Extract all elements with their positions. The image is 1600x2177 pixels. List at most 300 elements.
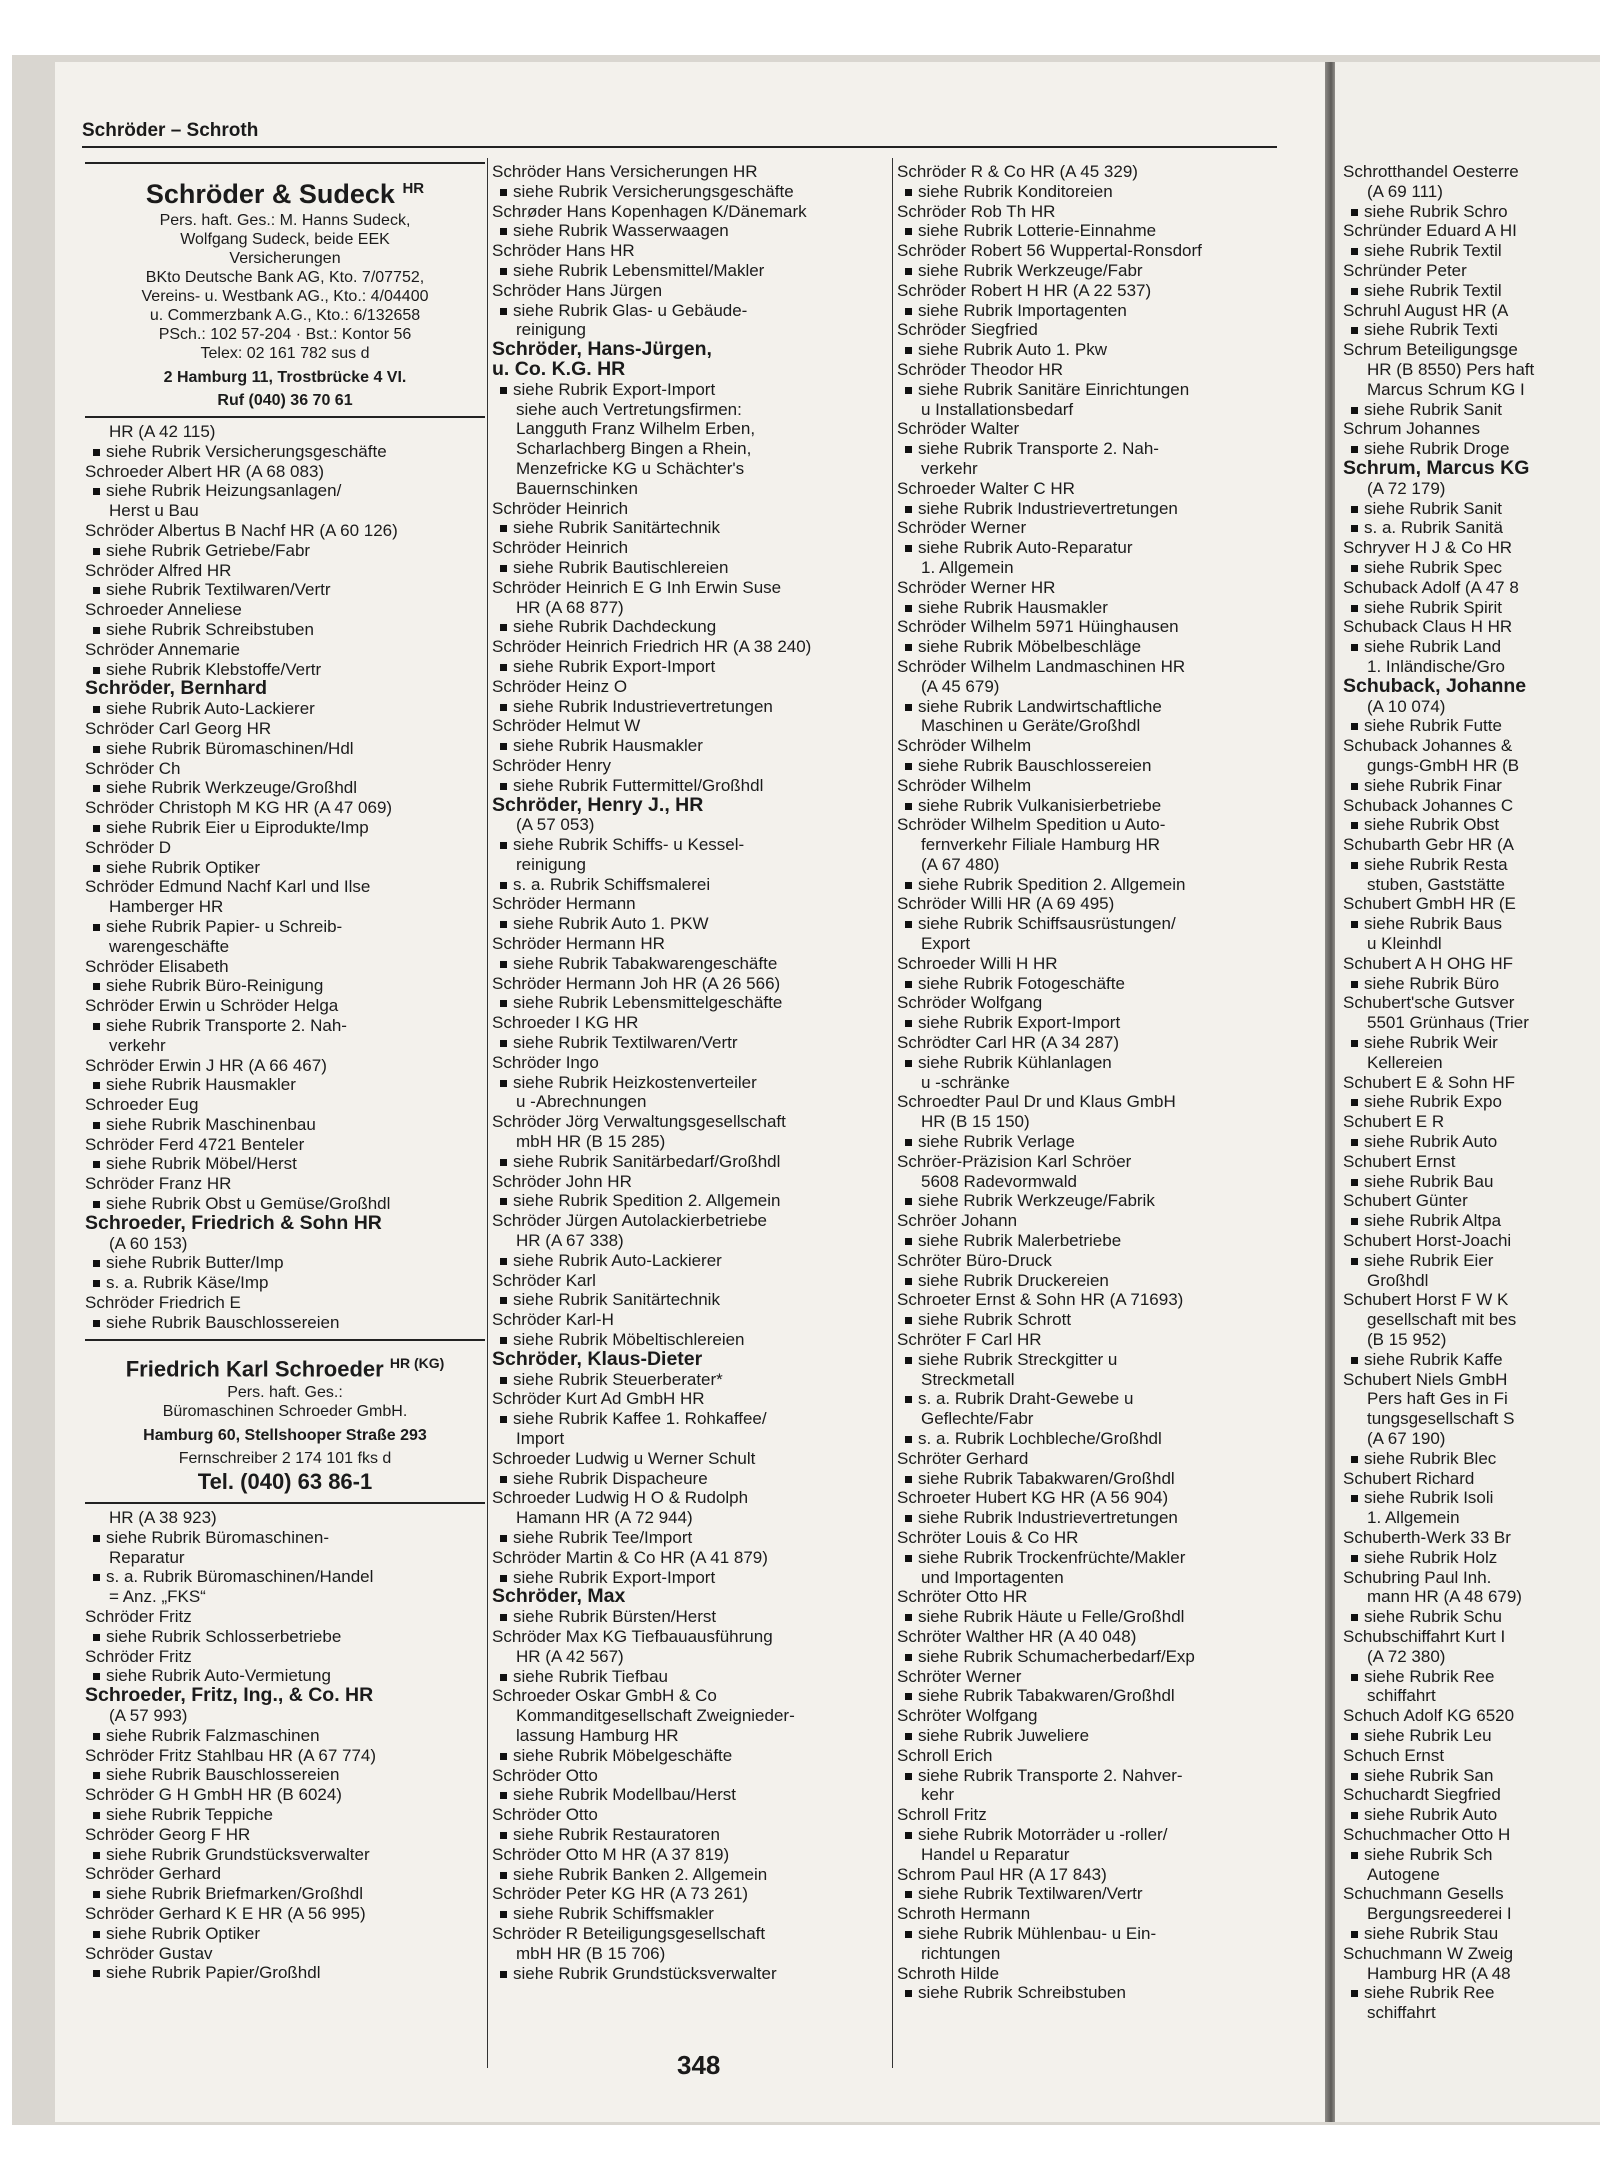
rubrik-reference xyxy=(897,1508,1297,1528)
ad-line: Telex: 02 161 782 sus d xyxy=(200,345,370,362)
rubrik-reference xyxy=(492,1865,892,1885)
rubrik-reference xyxy=(897,1132,1297,1152)
entry-text: Schröder D xyxy=(85,837,171,857)
bullet-square-icon xyxy=(93,1673,100,1680)
entry-text: siehe Rubrik Schreibstuben xyxy=(918,1983,1126,2003)
entry-text: siehe Rubrik Textilwaren/Vertr xyxy=(513,1033,738,1053)
entry-text: fernverkehr Filiale Hamburg HR xyxy=(921,835,1161,855)
entry-text: siehe Rubrik Hausmakler xyxy=(106,1075,296,1095)
entry-text: Schroeder I KG HR xyxy=(492,1013,639,1033)
bullet-square-icon xyxy=(905,1357,912,1364)
bullet-square-icon xyxy=(500,308,507,315)
entry-continuation xyxy=(1343,934,1600,954)
entry-text: Schröder Hans Versicherungen HR xyxy=(492,162,758,181)
entry-text: siehe Rubrik Droge xyxy=(1364,439,1510,459)
bullet-square-icon xyxy=(1351,1614,1358,1621)
entry-text: siehe Rubrik Schu xyxy=(1364,1607,1502,1627)
entry-continuation xyxy=(85,1036,485,1056)
entry-text: HR (A 67 338) xyxy=(516,1231,624,1251)
entry-text: Schuback Adolf (A 47 8 xyxy=(1343,577,1519,597)
entry-text: siehe Rubrik Möbelgeschäfte xyxy=(513,1745,733,1765)
directory-entry xyxy=(492,241,892,261)
entry-text: siehe Rubrik Tabakwaren/Großhdl xyxy=(918,1468,1175,1488)
entry-continuation xyxy=(897,1172,1297,1192)
entry-text: Schröder Wilhelm Landmaschinen HR xyxy=(897,656,1186,676)
bullet-square-icon xyxy=(1351,862,1358,869)
entry-text: siehe Rubrik Lebensmittel/Makler xyxy=(513,260,765,280)
entry-text: Schröder Ferd 4721 Benteler xyxy=(85,1134,305,1154)
entry-text: Schuchmacher Otto H xyxy=(1343,1824,1511,1844)
directory-entry xyxy=(1343,1884,1600,1904)
directory-entry xyxy=(1343,340,1600,360)
entry-text: s. a. Rubrik Käse/Imp xyxy=(106,1273,269,1293)
directory-entry xyxy=(1343,796,1600,816)
ad-address: Hamburg 60, Stellshooper Straße 293 xyxy=(143,1426,427,1444)
bullet-square-icon xyxy=(93,1161,100,1168)
bullet-square-icon xyxy=(500,1674,507,1681)
directory-entry xyxy=(85,996,485,1016)
bullet-square-icon xyxy=(905,1832,912,1839)
entry-continuation xyxy=(85,1548,485,1568)
entry-text: siehe Rubrik Druckereien xyxy=(918,1270,1109,1290)
entry-text: Schröder Heinrich Friedrich HR (A 38 240) xyxy=(492,637,812,657)
rubrik-reference xyxy=(897,499,1297,519)
rubrik-reference xyxy=(492,1290,892,1310)
entry-text: siehe Rubrik Auto 1. PKW xyxy=(513,914,709,934)
rubrik-reference xyxy=(85,1726,485,1746)
entry-text: (A 10 074) xyxy=(1367,696,1446,716)
bullet-square-icon xyxy=(905,1654,912,1661)
entry-text: u Installationsbedarf xyxy=(921,399,1074,419)
rubrik-reference xyxy=(492,835,892,855)
bullet-square-icon xyxy=(500,1337,507,1344)
entry-continuation xyxy=(1343,1587,1600,1607)
bullet-square-icon xyxy=(500,189,507,196)
directory-entry xyxy=(897,617,1297,637)
entry-text: siehe Rubrik Spec xyxy=(1364,557,1502,577)
bold-entry xyxy=(492,1587,892,1607)
entry-text: siehe Rubrik Schrott xyxy=(918,1310,1072,1330)
directory-entry xyxy=(897,360,1297,380)
entry-text: Schubert Niels GmbH xyxy=(1343,1369,1508,1389)
entry-text: HR (B 15 150) xyxy=(921,1112,1030,1132)
entry-text: siehe Rubrik Leu xyxy=(1364,1725,1492,1745)
bullet-square-icon xyxy=(1351,1218,1358,1225)
entry-continuation xyxy=(492,1944,892,1964)
bullet-square-icon xyxy=(500,268,507,275)
bullet-square-icon xyxy=(93,548,100,555)
entry-text: Schröder Willi HR (A 69 495) xyxy=(897,894,1115,914)
bullet-square-icon xyxy=(1351,1674,1358,1681)
bullet-square-icon xyxy=(905,1278,912,1285)
bullet-square-icon xyxy=(905,1020,912,1027)
rubrik-reference xyxy=(492,1033,892,1053)
rubrik-reference xyxy=(897,756,1297,776)
bullet-square-icon xyxy=(1351,1555,1358,1562)
rubrik-reference xyxy=(1343,1033,1600,1053)
directory-entry xyxy=(492,1389,892,1409)
bullet-square-icon xyxy=(500,1535,507,1542)
rubrik-reference xyxy=(492,380,892,400)
entry-text: reinigung xyxy=(516,320,586,340)
entry-text: mann HR (A 48 679) xyxy=(1367,1587,1522,1607)
entry-text: siehe Rubrik Kaffe xyxy=(1364,1349,1503,1369)
rubrik-reference xyxy=(1343,974,1600,994)
bullet-square-icon xyxy=(500,1614,507,1621)
entry-text: Schuch Adolf KG 6520 xyxy=(1343,1706,1515,1726)
rubrik-reference xyxy=(1343,815,1600,835)
directory-entry xyxy=(1343,894,1600,914)
bullet-square-icon xyxy=(500,1000,507,1007)
bullet-square-icon xyxy=(905,506,912,513)
entry-text: siehe Rubrik Häute u Felle/Großhdl xyxy=(918,1607,1185,1627)
entry-text: siehe Rubrik Auto-Lackierer xyxy=(513,1250,722,1270)
entry-text: Scharlachberg Bingen a Rhein, xyxy=(516,439,752,459)
entry-text: siehe Rubrik Weir xyxy=(1364,1033,1498,1053)
entry-text: (A 72 179) xyxy=(1367,478,1446,498)
entry-text: Schröter Walther HR (A 40 048) xyxy=(897,1626,1137,1646)
bullet-square-icon xyxy=(905,347,912,354)
directory-entry xyxy=(492,1627,892,1647)
entry-text: siehe Rubrik Verlage xyxy=(918,1132,1075,1152)
bullet-square-icon xyxy=(93,1260,100,1267)
entry-continuation xyxy=(1343,1053,1600,1073)
entry-text: Schröder Karl-H xyxy=(492,1310,614,1330)
entry-text: siehe Rubrik Falzmaschinen xyxy=(106,1725,320,1745)
entry-text: (B 15 952) xyxy=(1367,1330,1447,1350)
directory-entry xyxy=(492,637,892,657)
directory-entry xyxy=(1343,1073,1600,1093)
directory-page-right xyxy=(1335,62,1600,2122)
rubrik-reference xyxy=(897,598,1297,618)
directory-entry xyxy=(85,957,485,977)
entry-text: Schröder Fritz Stahlbau HR (A 67 774) xyxy=(85,1745,377,1765)
rubrik-reference xyxy=(897,1983,1297,2003)
rubrik-reference xyxy=(85,1884,485,1904)
directory-entry xyxy=(85,1174,485,1194)
entry-continuation xyxy=(1343,1429,1600,1449)
entry-text: Schröder Karl xyxy=(492,1270,596,1290)
entry-text: siehe Rubrik Mühlenbau- u Ein- xyxy=(918,1923,1157,1943)
entry-text: Schröder Wilhelm xyxy=(897,775,1032,795)
directory-entry xyxy=(897,1667,1297,1687)
entry-text: Schröder G H GmbH HR (B 6024) xyxy=(85,1785,342,1805)
entry-text: siehe Rubrik Juweliere xyxy=(918,1725,1090,1745)
entry-continuation xyxy=(1343,1271,1600,1291)
entry-text: siehe Rubrik San xyxy=(1364,1765,1494,1785)
bullet-square-icon xyxy=(93,1023,100,1030)
entry-text: Schröder Fritz xyxy=(85,1646,192,1666)
directory-entry xyxy=(85,1864,485,1884)
directory-entry xyxy=(492,1053,892,1073)
entry-text: siehe Rubrik Sanitärbedarf/Großhdl xyxy=(513,1151,781,1171)
directory-entry xyxy=(1343,993,1600,1013)
bullet-square-icon xyxy=(500,1872,507,1879)
rubrik-reference xyxy=(897,182,1297,202)
bullet-square-icon xyxy=(905,1931,912,1938)
entry-text: Schroeder Oskar GmbH & Co xyxy=(492,1686,717,1706)
rubrik-reference xyxy=(85,1075,485,1095)
entry-text: Autogene xyxy=(1367,1864,1440,1884)
rubrik-reference xyxy=(1343,202,1600,222)
rubrik-reference xyxy=(492,993,892,1013)
entry-text: siehe Rubrik Steuerberater* xyxy=(513,1369,723,1389)
entry-text: siehe Rubrik Werkzeuge/Fabrik xyxy=(918,1191,1155,1211)
rubrik-reference xyxy=(897,380,1297,400)
directory-entry xyxy=(85,640,485,660)
entry-text: Langguth Franz Wilhelm Erben, xyxy=(516,419,756,439)
entry-text: siehe Rubrik Sanitäre Einrichtungen xyxy=(918,379,1190,399)
bullet-square-icon xyxy=(500,228,507,235)
directory-entry xyxy=(492,1548,892,1568)
entry-text: HR (A 38 923) xyxy=(109,1507,217,1527)
directory-entry xyxy=(492,1884,892,1904)
entry-text: Schröder Wilhelm xyxy=(897,736,1032,756)
bullet-square-icon xyxy=(93,1122,100,1129)
entry-continuation xyxy=(1343,1686,1600,1706)
entry-text: siehe Rubrik Futte xyxy=(1364,716,1502,736)
entry-text: kehr xyxy=(921,1785,955,1805)
bullet-square-icon xyxy=(500,387,507,394)
rubrik-reference xyxy=(492,1785,892,1805)
entry-text: siehe Rubrik Klebstoffe/Vertr xyxy=(106,659,322,679)
bullet-square-icon xyxy=(93,1535,100,1542)
entry-continuation xyxy=(1343,479,1600,499)
bullet-square-icon xyxy=(905,1614,912,1621)
entry-text: u -schränke xyxy=(921,1072,1010,1092)
entry-text: Schründer Eduard A HI xyxy=(1343,221,1517,241)
entry-text: siehe Rubrik Dachdeckung xyxy=(513,617,717,637)
entry-text: siehe Rubrik Tiefbau xyxy=(513,1666,668,1686)
rubrik-reference xyxy=(1343,320,1600,340)
rubrik-reference xyxy=(1343,598,1600,618)
bullet-square-icon xyxy=(905,189,912,196)
bullet-square-icon xyxy=(905,1396,912,1403)
entry-text: Schrödter Carl HR (A 34 287) xyxy=(897,1033,1120,1053)
entry-text: siehe Rubrik Export-Import xyxy=(918,1013,1121,1033)
bullet-square-icon xyxy=(1351,1852,1358,1859)
entry-text: siehe Rubrik Motorräder u -roller/ xyxy=(918,1824,1168,1844)
bullet-square-icon xyxy=(1351,209,1358,216)
entry-text: siehe Rubrik Grundstücksverwalter xyxy=(106,1844,370,1864)
directory-entry xyxy=(897,578,1297,598)
directory-entry xyxy=(85,1056,485,1076)
directory-entry xyxy=(897,1449,1297,1469)
entry-text: s. a. Rubrik Draht-Gewebe u xyxy=(918,1389,1134,1409)
entry-text: Schroeder Walter C HR xyxy=(897,478,1075,498)
bullet-square-icon xyxy=(905,1990,912,1997)
entry-text: schiffahrt xyxy=(1367,1686,1436,1706)
rubrik-reference xyxy=(492,1191,892,1211)
rubrik-reference xyxy=(1343,1607,1600,1627)
entry-text: schiffahrt xyxy=(1367,2003,1436,2023)
bullet-square-icon xyxy=(93,1733,100,1740)
rubrik-reference xyxy=(1343,776,1600,796)
entry-text: Schroth Hilde xyxy=(897,1963,1000,1983)
directory-entry xyxy=(897,1587,1297,1607)
entry-text: Schröder, Hans-Jürgen, xyxy=(492,338,712,361)
rubrik-reference xyxy=(897,301,1297,321)
entry-text: siehe Rubrik Konditoreien xyxy=(918,181,1113,201)
rubrik-reference xyxy=(85,1627,485,1647)
entry-text: Schröder Annemarie xyxy=(85,639,240,659)
entry-text: Schubert E R xyxy=(1343,1112,1445,1132)
rubrik-reference xyxy=(1343,1251,1600,1271)
entry-text: Schröder Otto xyxy=(492,1765,598,1785)
entry-text: Schröder Heinrich E G Inh Erwin Suse xyxy=(492,577,782,597)
entry-text: gungs-GmbH HR (B xyxy=(1367,755,1520,775)
bullet-square-icon xyxy=(500,704,507,711)
rubrik-reference xyxy=(1343,1983,1600,2003)
entry-text: siehe Rubrik Teppiche xyxy=(106,1804,273,1824)
entry-text: Schröder Wilhelm Spedition u Auto- xyxy=(897,815,1166,835)
bullet-square-icon xyxy=(1351,1773,1358,1780)
bullet-square-icon xyxy=(500,624,507,631)
rubrik-reference xyxy=(1343,1726,1600,1746)
entry-text: siehe Rubrik Restauratoren xyxy=(513,1824,720,1844)
entry-text: Schröder Alfred HR xyxy=(85,560,232,580)
entry-continuation xyxy=(492,1092,892,1112)
directory-entry xyxy=(897,894,1297,914)
entry-continuation xyxy=(897,1845,1297,1865)
bullet-square-icon xyxy=(905,545,912,552)
bullet-square-icon xyxy=(500,1040,507,1047)
entry-text: siehe Rubrik Auto xyxy=(1364,1132,1498,1152)
bullet-square-icon xyxy=(905,446,912,453)
entry-text: Schroeder, Fritz, Ing., & Co. HR xyxy=(85,1684,374,1707)
entry-text: Schrotthandel Oesterre xyxy=(1343,162,1519,181)
entry-text: Maschinen u Geräte/Großhdl xyxy=(921,716,1141,736)
entry-continuation xyxy=(492,598,892,618)
bullet-square-icon xyxy=(905,882,912,889)
bullet-square-icon xyxy=(905,644,912,651)
directory-entry xyxy=(492,1488,892,1508)
rubrik-reference xyxy=(492,617,892,637)
entry-text: reinigung xyxy=(516,854,586,874)
entry-text: Schroeder Eug xyxy=(85,1095,199,1115)
bullet-square-icon xyxy=(905,1891,912,1898)
bullet-square-icon xyxy=(905,1733,912,1740)
entry-text: siehe Rubrik Kühlanlagen xyxy=(918,1052,1112,1072)
entry-continuation xyxy=(897,1073,1297,1093)
entry-text: gesellschaft mit bes xyxy=(1367,1310,1517,1330)
entry-continuation xyxy=(1343,380,1600,400)
entry-text: siehe Rubrik Kaffee 1. Rohkaffee/ xyxy=(513,1409,767,1429)
bullet-square-icon xyxy=(500,961,507,968)
entry-text: Schuch Ernst xyxy=(1343,1745,1445,1765)
entry-continuation xyxy=(85,422,485,442)
entry-text: siehe Rubrik Werkzeuge/Großhdl xyxy=(106,778,358,798)
entry-continuation xyxy=(492,1231,892,1251)
entry-text: Schröder Henry xyxy=(492,755,612,775)
directory-entry xyxy=(1343,1231,1600,1251)
entry-text: Schuchmann W Zweig xyxy=(1343,1943,1514,1963)
entry-text: Schruhl August HR (A xyxy=(1343,300,1509,320)
bullet-square-icon xyxy=(500,1911,507,1918)
entry-continuation xyxy=(897,934,1297,954)
entry-text: siehe Rubrik Getriebe/Fabr xyxy=(106,540,311,560)
rubrik-reference xyxy=(492,1528,892,1548)
rubrik-reference xyxy=(492,518,892,538)
entry-text: siehe Rubrik Vulkanisierbetriebe xyxy=(918,795,1162,815)
rubrik-reference xyxy=(85,1845,485,1865)
entry-text: (A 67 190) xyxy=(1367,1429,1446,1448)
directory-entry xyxy=(492,1686,892,1706)
entry-text: 1. Allgemein xyxy=(921,557,1014,577)
bullet-square-icon xyxy=(905,763,912,770)
directory-entry xyxy=(1343,1785,1600,1805)
bullet-square-icon xyxy=(93,1970,100,1977)
entry-continuation xyxy=(897,716,1297,736)
rubrik-reference xyxy=(85,917,485,937)
bold-entry xyxy=(85,1211,485,1234)
entry-text: Bauernschinken xyxy=(516,478,638,498)
entry-text: Schröter Louis & Co HR xyxy=(897,1527,1079,1547)
entry-text: siehe Rubrik Glas- u Gebäude- xyxy=(513,300,748,320)
bullet-square-icon xyxy=(1351,1495,1358,1502)
entry-text: Herst u Bau xyxy=(109,501,199,521)
directory-entry xyxy=(492,1805,892,1825)
entry-text: siehe Rubrik Futtermittel/Großhdl xyxy=(513,775,764,795)
rubrik-reference xyxy=(897,637,1297,657)
directory-entry xyxy=(1343,1944,1600,1964)
entry-text: siehe Rubrik Resta xyxy=(1364,854,1508,874)
entry-continuation xyxy=(1343,1647,1600,1667)
entry-text: siehe Rubrik Spirit xyxy=(1364,597,1502,617)
bullet-square-icon xyxy=(1351,921,1358,928)
entry-text: siehe Rubrik Modellbau/Herst xyxy=(513,1785,736,1805)
rubrik-reference xyxy=(1343,241,1600,261)
entry-text: Schröter F Carl HR xyxy=(897,1330,1042,1350)
rubrik-reference xyxy=(492,1469,892,1489)
entry-text: Schröder Kurt Ad GmbH HR xyxy=(492,1389,705,1409)
entry-text: Schröder Carl Georg HR xyxy=(85,718,272,738)
entry-continuation xyxy=(897,459,1297,479)
entry-text: siehe Rubrik Lebensmittelgeschäfte xyxy=(513,993,783,1013)
directory-entry xyxy=(492,578,892,598)
bullet-square-icon xyxy=(93,1574,100,1581)
entry-text: siehe Rubrik Export-Import xyxy=(513,1567,716,1587)
bullet-square-icon xyxy=(905,803,912,810)
directory-entry xyxy=(85,1825,485,1845)
bullet-square-icon xyxy=(905,1515,912,1522)
entry-continuation xyxy=(492,1726,892,1746)
rubrik-reference xyxy=(85,1805,485,1825)
entries-part-2 xyxy=(85,1508,485,1983)
entry-text: siehe Rubrik Altpa xyxy=(1364,1211,1502,1231)
bullet-square-icon xyxy=(500,1753,507,1760)
entry-continuation xyxy=(492,1508,892,1528)
entry-text: siehe Rubrik Schiffsmakler xyxy=(513,1904,714,1924)
directory-entry xyxy=(85,719,485,739)
bullet-square-icon xyxy=(1351,1099,1358,1106)
entry-text: verkehr xyxy=(921,458,978,478)
ad-address: 2 Hamburg 11, Trostbrücke 4 VI. xyxy=(163,369,407,386)
rubrik-reference xyxy=(85,699,485,719)
ad-telex: Fernschreiber 2 174 101 fks d xyxy=(178,1449,392,1467)
entry-text: Schubert Ernst xyxy=(1343,1151,1456,1171)
ad-phone: Tel. (040) 63 86-1 xyxy=(197,1468,373,1494)
entry-text: Schroeder, Friedrich & Sohn HR xyxy=(85,1211,382,1234)
rubrik-reference xyxy=(85,778,485,798)
entry-continuation xyxy=(897,1112,1297,1132)
entry-text: (A 72 380) xyxy=(1367,1646,1446,1666)
rubrik-reference xyxy=(897,1548,1297,1568)
entry-text: Schröder, Bernhard xyxy=(85,677,268,700)
rubrik-reference xyxy=(897,538,1297,558)
rubrik-reference xyxy=(897,1389,1297,1409)
bullet-square-icon xyxy=(1351,1990,1358,1997)
